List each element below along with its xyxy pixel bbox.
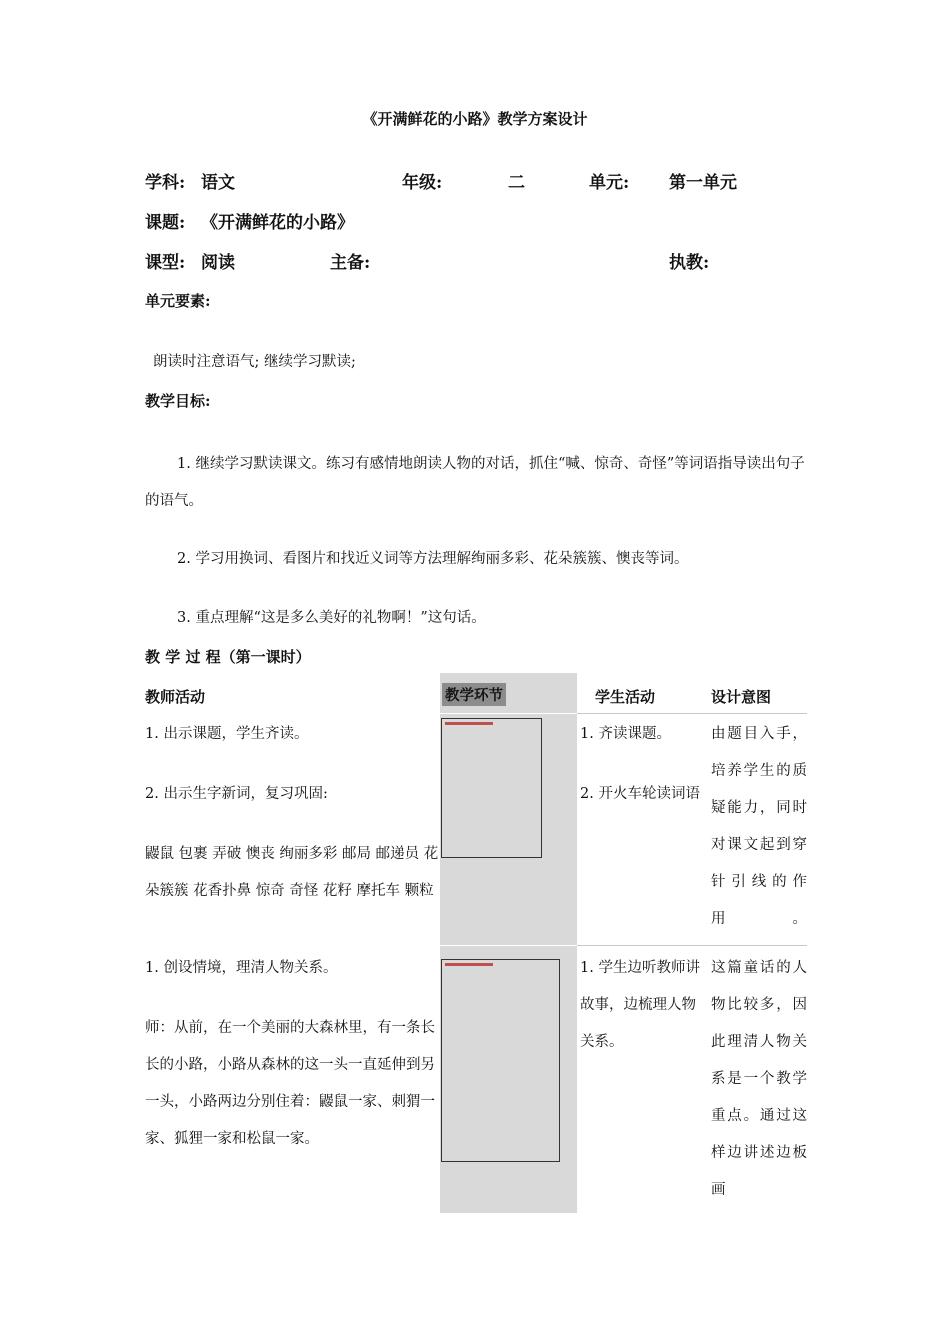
teaching-goal-3: 3. 重点理解“这是多么美好的礼物啊！”这句话。 (177, 610, 486, 626)
teaching-goal-2: 2. 学习用换词、看图片和找近义词等方法理解绚丽多彩、花朵簇簇、懊丧等词。 (177, 551, 689, 567)
header-student-activity: 学生活动 (595, 688, 656, 706)
row2-teacher-item-1: 1. 创设情境，理清人物关系。 (145, 960, 338, 976)
teaching-process-heading: 教 学 过 程（第一课时） (145, 648, 311, 666)
topic-value: 《开满鲜花的小路》 (201, 213, 354, 233)
subject-value: 语文 (201, 173, 235, 193)
header-design-intent: 设计意图 (711, 688, 772, 706)
row1-student-item-1: 1. 齐读课题。 (580, 726, 671, 742)
type-label: 课型: (145, 253, 186, 273)
header-teacher-activity: 教师活动 (145, 688, 206, 706)
section-column-divider (440, 713, 577, 714)
unit-elements-text: 朗读时注意语气; 继续学习默读; (153, 354, 356, 370)
header-teaching-section: 教学环节 (442, 683, 506, 706)
row2-teacher-narration: 师：从前，在一个美丽的大森林里，有一条长长的小路，小路从森林的这一头一直延伸到另一头，小路两边分别住着：鼹鼠一家、刺猬一家、狐狸一家和松鼠一家。 (145, 1020, 435, 1147)
section-frame-1 (441, 718, 542, 858)
instructor-label: 执教: (669, 253, 710, 273)
type-value: 阅读 (201, 253, 235, 273)
row2-student-item-1: 1. 学生边听教师讲故事，边梳理人物关系。 (580, 960, 700, 1050)
table-rule (577, 713, 807, 714)
subject-label: 学科: (145, 173, 186, 193)
lead-preparer-label: 主备: (330, 253, 371, 273)
row1-teacher-vocab: 鼹鼠 包裹 弄破 懊丧 绚丽多彩 邮局 邮递员 花朵簇簇 花香扑鼻 惊奇 奇怪 花籽 摩托车 颗粒 (145, 846, 439, 899)
teaching-goals-heading: 教学目标: (145, 392, 211, 410)
grade-value: 二 (508, 173, 525, 193)
row1-teacher-item-1: 1. 出示课题，学生齐读。 (145, 726, 309, 742)
section-column-divider (440, 945, 577, 946)
row1-teacher-item-2: 2. 出示生字新词，复习巩固: (145, 786, 328, 802)
document-title: 《开满鲜花的小路》教学方案设计 (362, 110, 588, 128)
grade-label: 年级: (402, 173, 443, 193)
unit-label: 单元: (589, 173, 630, 193)
unit-elements-heading: 单元要素: (145, 292, 211, 310)
section-frame-2 (441, 959, 560, 1162)
row1-design-intent: 由题目入手，培养学生的质疑能力，同时对课文起到穿针引线的作用。 (711, 726, 807, 927)
row1-student-item-2: 2. 开火车轮读词语 (580, 786, 700, 802)
teaching-goal-1: 1. 继续学习默读课文。练习有感情地朗读人物的对话，抓住“喊、惊奇、奇怪”等词语指导读出句子的语气。 (145, 456, 805, 509)
unit-value: 第一单元 (669, 173, 737, 193)
topic-label: 课题: (145, 213, 186, 233)
row2-design-intent: 这篇童话的人物比较多，因此理清人物关系是一个教学重点。通过这样边讲述边板画 (711, 960, 807, 1198)
table-rule (577, 945, 807, 946)
